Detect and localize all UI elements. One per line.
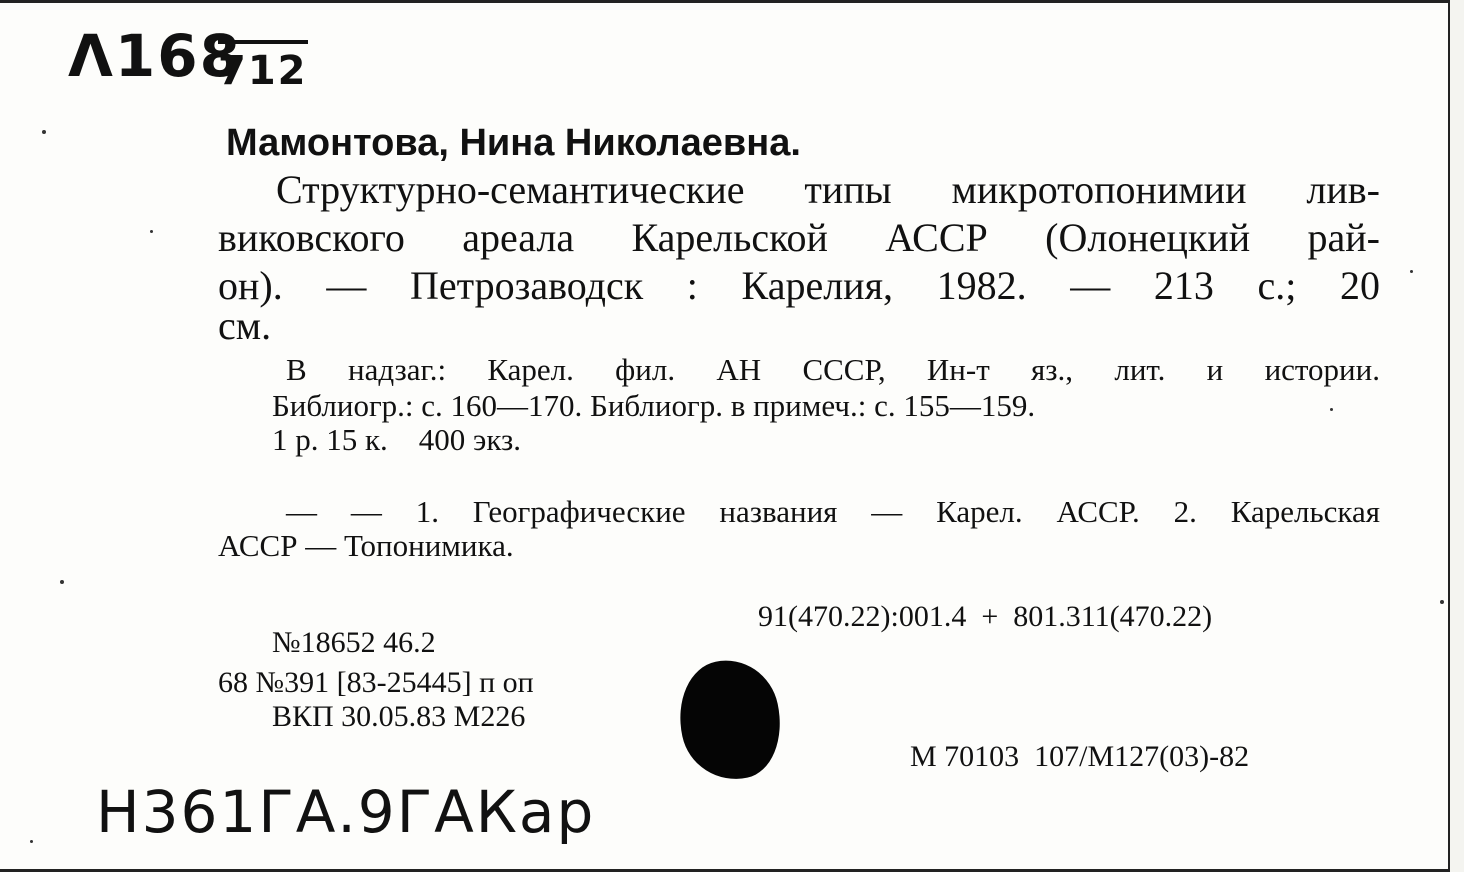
handwritten-shelf-mark (68, 22, 242, 90)
fraction-number: 712 (218, 48, 308, 94)
handwritten-bottom-code: Н361ГА.9ГАКар (96, 778, 596, 846)
card-number: №18652 46.2 (272, 626, 436, 659)
title-text-3: он). — Петрозаводск : Карелия, 1982. — 213 с.; 20 (218, 263, 1380, 308)
udc-index: 91(470.22):001.4 + 801.311(470.22) (758, 600, 1213, 633)
title-text-2: виковского ареала Карельской АССР (Олонецкий рай- (218, 215, 1380, 260)
notes-line-2: Библиогр.: с. 160—170. Библиогр. в примеч.: с. 155—159. (272, 388, 1036, 423)
record-line: 68 №391 [83-25445] п оп (218, 666, 534, 699)
handwritten-fraction (218, 40, 308, 94)
title-line-4: см. (218, 303, 272, 348)
vkp-line: ВКП 30.05.83 М226 (272, 700, 526, 733)
speck (1330, 408, 1333, 411)
ink-blot (669, 651, 792, 789)
title-line-1 (276, 166, 1380, 213)
subjects-text-1: — — 1. Географические названия — Карел. АССР. 2. Карельская (286, 494, 1380, 529)
notes-line-3: 1 р. 15 к. 400 экз. (272, 422, 522, 457)
subjects-line-2: АССР — Топонимика. (218, 528, 514, 563)
adjacent-card-edge (1448, 0, 1464, 872)
shelf-mark-number: Λ168 (68, 22, 242, 90)
title-line-3 (218, 262, 1380, 309)
card-top-edge (0, 0, 1464, 3)
title-line-2 (218, 214, 1380, 261)
author-heading: Мамонтова, Нина Николаевна. (226, 122, 801, 164)
subjects-line-1 (286, 494, 1380, 530)
title-text-1: Структурно-семантические типы микротопонимии лив- (276, 167, 1380, 212)
speck (150, 230, 153, 233)
m-code: М 70103 107/М127(03)-82 (910, 740, 1250, 773)
speck (30, 840, 33, 843)
notes-text-1: В надзаг.: Карел. фил. АН СССР, Ин-т яз., лит. и истории. (286, 352, 1380, 387)
notes-line-1 (286, 352, 1380, 388)
speck (1410, 270, 1413, 273)
speck (1440, 600, 1444, 604)
speck (42, 130, 46, 134)
speck (60, 580, 64, 584)
